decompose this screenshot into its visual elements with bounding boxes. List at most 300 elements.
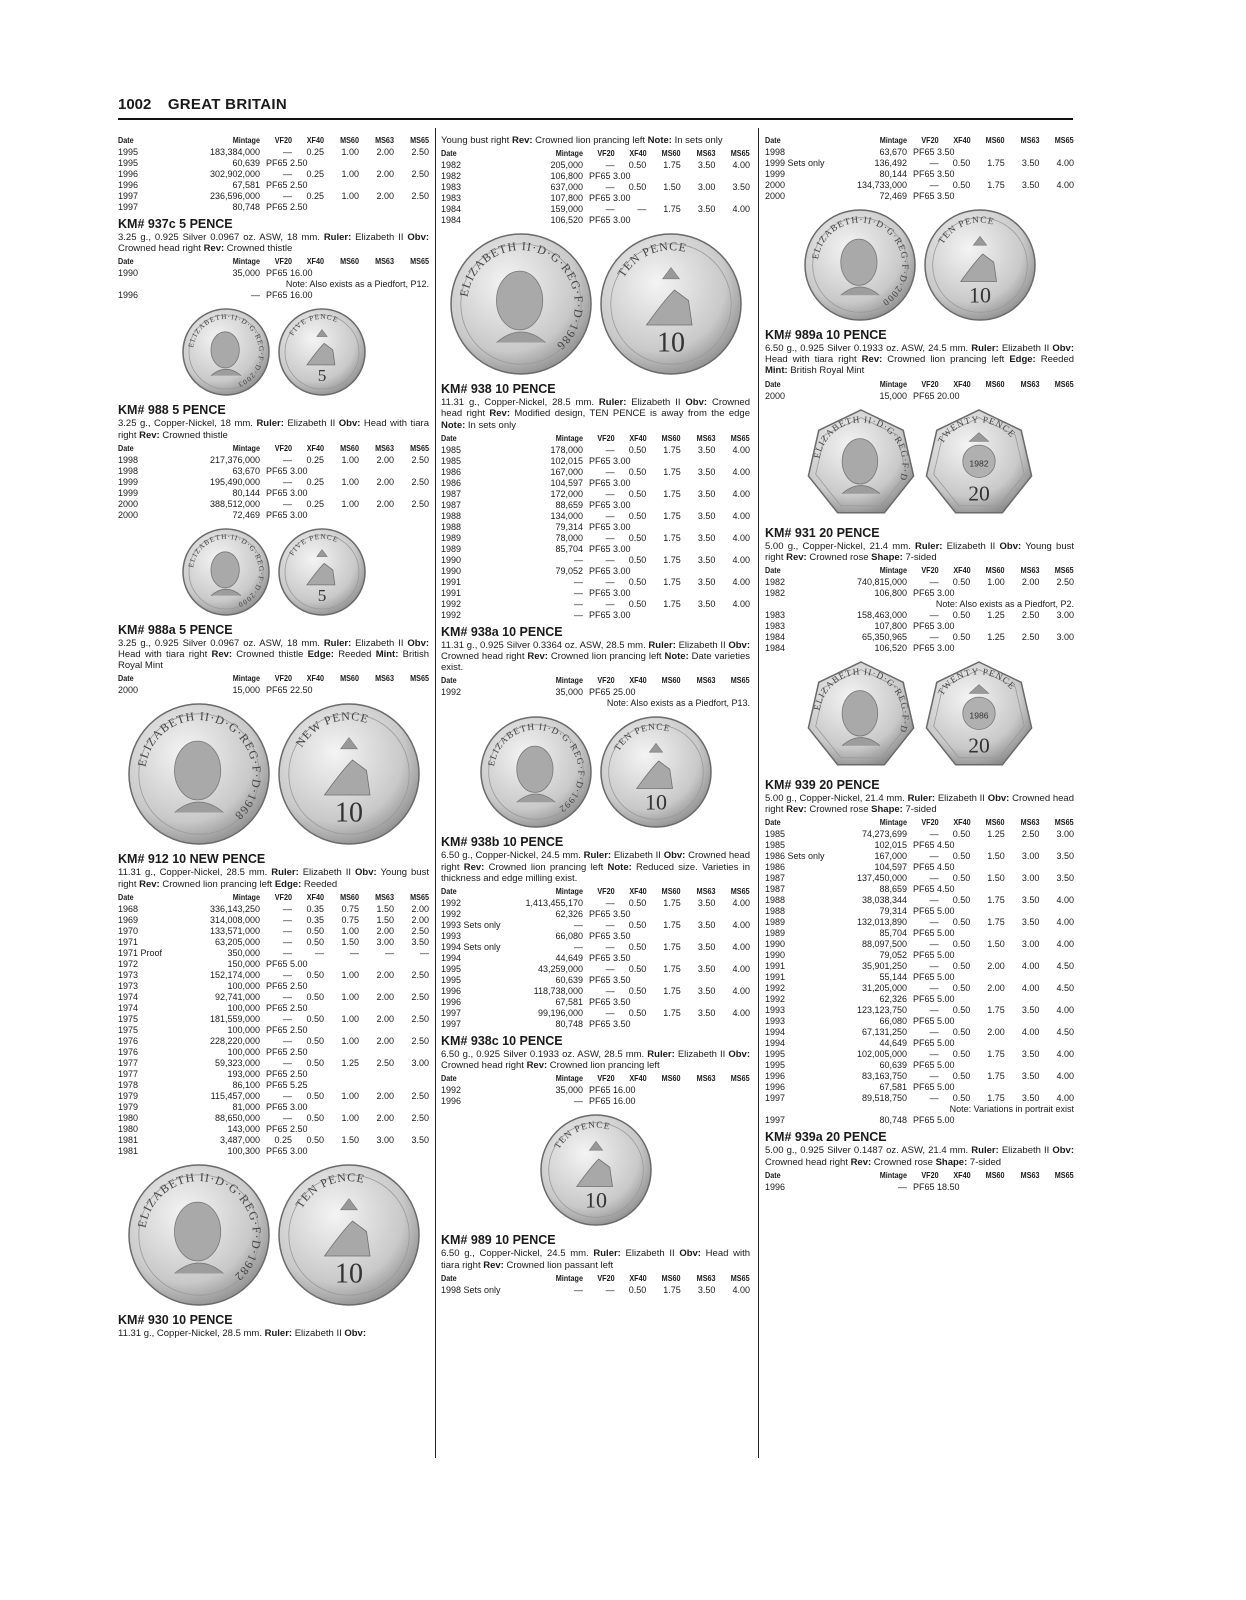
table-row <box>441 555 750 566</box>
field-label: Ruler: <box>256 418 284 430</box>
table-row <box>118 904 429 915</box>
column-header: MS63 <box>696 886 716 897</box>
column-header: MS65 <box>1055 565 1074 576</box>
mintage-table <box>765 379 1074 402</box>
value-cell: 3.50 <box>697 942 716 953</box>
table-row <box>441 942 750 953</box>
table-row <box>118 191 429 202</box>
date-cell: 1996 <box>118 180 139 190</box>
field-label: Rev: <box>203 243 225 255</box>
mintage-cell: 65,350,965 <box>861 632 907 643</box>
value-cell: 3.00 <box>1056 610 1074 621</box>
table-row <box>765 1049 1074 1060</box>
date-cell: 1990 <box>441 554 462 565</box>
table-body <box>118 904 429 1157</box>
value-cell: PF65 3.50 <box>913 169 955 179</box>
coin-reverse-icon <box>923 660 1035 772</box>
field-label: Obv: <box>1052 1145 1074 1157</box>
date-cell: 1989 <box>765 928 786 939</box>
value-cell: PF65 16.00 <box>589 1096 636 1107</box>
value-cell: 0.50 <box>952 180 971 190</box>
entry-description <box>441 850 750 884</box>
mintage-cell: 152,174,000 <box>209 969 260 980</box>
table-row <box>118 981 429 992</box>
field-value: Date varieties exist. <box>441 651 750 674</box>
date-cell: 1985 <box>441 444 462 455</box>
mintage-cell: 86,100 <box>232 1079 260 1090</box>
table-row <box>118 466 429 477</box>
field-label: Rev: <box>139 429 160 441</box>
column-header: MS65 <box>731 148 750 159</box>
value-cell: PF65 16.00 <box>589 1085 636 1096</box>
table-header <box>441 1073 750 1085</box>
table-row <box>118 948 429 959</box>
column-header: VF20 <box>597 675 615 686</box>
date-cell: 1993 <box>441 931 462 942</box>
date-cell: 1994 <box>441 953 462 964</box>
value-cell: 2.00 <box>376 1090 394 1101</box>
portrait-head-icon <box>210 552 238 588</box>
date-cell: 1974 <box>118 1002 139 1013</box>
date-cell: 1984 <box>765 643 786 654</box>
table-row <box>118 1102 429 1113</box>
date-cell: 1990 <box>118 268 139 279</box>
value-cell: 1.00 <box>341 1035 359 1046</box>
column-header: Mintage <box>879 135 907 145</box>
table-row <box>765 851 1074 862</box>
coin-reverse-icon <box>599 232 743 376</box>
value-cell: PF65 2.50 <box>266 1068 308 1079</box>
value-cell: 2.50 <box>411 169 429 179</box>
date-cell: 1994 <box>765 1038 786 1049</box>
field-value: Young bust right <box>765 540 1074 563</box>
table-row <box>118 510 429 521</box>
field-label: Ruler: <box>593 1248 621 1260</box>
column-header: Date <box>765 1169 781 1180</box>
date-cell: 1976 <box>118 1046 139 1057</box>
mintage-cell: 59,323,000 <box>214 1057 260 1068</box>
mintage-cell: 88,097,500 <box>861 939 907 950</box>
column-header: XF40 <box>306 135 324 145</box>
value-cell: — <box>283 191 292 201</box>
value-cell: 1.00 <box>341 969 359 980</box>
value-cell: 1.75 <box>663 554 681 565</box>
date-cell: 1982 <box>765 588 786 599</box>
value-cell: 3.50 <box>1056 873 1074 884</box>
mintage-cell: 740,815,000 <box>856 577 907 588</box>
field-value: Crowned lion prancing left <box>532 135 648 146</box>
value-cell: — <box>929 610 939 621</box>
date-cell: 1998 <box>118 465 139 476</box>
date-cell: 1979 <box>118 1101 139 1112</box>
mintage-cell: 67,131,250 <box>861 1027 907 1038</box>
date-cell: 1973 <box>118 980 139 991</box>
table-header <box>118 443 429 455</box>
entry-title: KM# 938c 10 PENCE <box>441 1034 563 1049</box>
table-row <box>118 268 429 279</box>
value-cell: — <box>605 1284 615 1295</box>
entry-title: KM# 931 20 PENCE <box>765 525 880 540</box>
table-row <box>765 1115 1074 1126</box>
mintage-table <box>118 892 429 1157</box>
table-header <box>765 379 1074 391</box>
field-label: Edge: <box>307 649 334 661</box>
value-cell: 4.50 <box>1056 1027 1074 1038</box>
table-row <box>765 994 1074 1005</box>
column-header: MS63 <box>375 442 394 453</box>
value-cell: 0.50 <box>952 829 971 840</box>
table-row <box>765 928 1074 939</box>
value-cell: 3.00 <box>1021 851 1040 862</box>
table-body <box>441 898 750 1030</box>
column-header: MS65 <box>731 432 750 443</box>
table-row <box>765 884 1074 895</box>
table-row <box>441 920 750 931</box>
value-cell: 0.50 <box>952 917 971 928</box>
field-label: Obv: <box>355 867 377 879</box>
table-row <box>441 500 750 511</box>
value-cell: — <box>605 964 615 975</box>
value-cell: 4.00 <box>732 986 750 997</box>
table-header <box>765 135 1074 147</box>
table-row <box>118 970 429 981</box>
mintage-cell: 63,670 <box>879 147 907 157</box>
field-value: Crowned head right <box>118 243 204 255</box>
value-cell: — <box>929 939 939 950</box>
column-divider-2 <box>758 128 759 1458</box>
value-cell: 0.50 <box>306 1057 324 1068</box>
field-label: Obv: <box>407 637 430 649</box>
mintage-cell: 137,450,000 <box>856 873 907 884</box>
mintage-cell: 107,800 <box>550 193 583 204</box>
value-cell: PF65 3.50 <box>589 909 631 920</box>
mintage-cell: 62,326 <box>879 994 907 1005</box>
table-row <box>765 1005 1074 1016</box>
column-header: MS63 <box>696 1272 716 1283</box>
value-cell: — <box>283 169 292 179</box>
date-cell: 1982 <box>441 160 462 171</box>
table-row <box>765 1027 1074 1038</box>
table-row <box>118 1113 429 1124</box>
table-row <box>441 489 750 500</box>
field-value: Crowned rose <box>871 1156 936 1168</box>
value-cell: 4.00 <box>1056 1071 1074 1082</box>
coin-obverse-icon <box>805 408 917 520</box>
mintage-table <box>765 135 1074 202</box>
mintage-cell: 107,800 <box>874 621 907 632</box>
coin-obverse <box>449 232 593 376</box>
value-cell: 2.50 <box>411 1112 429 1123</box>
date-cell: 1974 <box>118 991 139 1002</box>
value-cell: 3.50 <box>697 510 716 521</box>
mintage-cell: 183,384,000 <box>209 147 260 157</box>
mintage-table <box>441 1073 750 1107</box>
column-header: XF40 <box>628 1073 647 1084</box>
column-header: VF20 <box>597 148 615 159</box>
value-cell: 0.50 <box>952 983 971 994</box>
field-value: Elizabeth II <box>292 1327 345 1339</box>
catalog-entry <box>441 835 750 1030</box>
value-cell: 3.50 <box>1021 1093 1040 1104</box>
value-cell: 1.00 <box>341 147 359 157</box>
coin-denomination: 10 <box>656 327 685 359</box>
table-header <box>441 433 750 445</box>
table-row <box>441 533 750 544</box>
coin-obverse-icon <box>805 660 917 772</box>
page-number: 1002 <box>118 96 152 113</box>
entry-description <box>765 1145 1074 1167</box>
mintage-table <box>441 433 750 621</box>
date-cell: 1987 <box>441 488 462 499</box>
table-body <box>765 147 1074 202</box>
table-header <box>441 148 750 160</box>
entry-description <box>118 867 429 889</box>
mintage-table <box>765 817 1074 1126</box>
date-cell: 2000 <box>765 180 786 190</box>
table-row <box>441 456 750 467</box>
value-cell: 0.25 <box>306 498 324 509</box>
value-cell: 3.00 <box>1056 829 1074 840</box>
value-cell: 2.00 <box>1021 577 1040 588</box>
mintage-cell: 92,741,000 <box>214 991 260 1002</box>
coin-legend: ELIZABETH II·D·G·REG·F·D·1992 <box>486 722 585 815</box>
value-cell: 1.00 <box>341 169 359 179</box>
value-cell: — <box>420 947 429 958</box>
value-cell: — <box>929 158 939 168</box>
field-label: Rev: <box>526 1060 548 1072</box>
table-row <box>118 279 429 290</box>
field-label: Ruler: <box>271 867 299 879</box>
value-cell: 3.50 <box>1056 851 1074 862</box>
column-header: VF20 <box>274 891 292 902</box>
date-cell: 1991 <box>765 972 786 983</box>
value-cell: 0.50 <box>628 898 647 909</box>
table-row <box>765 147 1074 158</box>
value-cell: 3.00 <box>376 936 394 947</box>
date-cell: 1986 Sets only <box>765 851 825 862</box>
coin-reverse-icon <box>277 307 367 397</box>
value-cell: 3.50 <box>697 160 716 171</box>
coin-obverse <box>181 527 271 617</box>
coin-legend: TEN PENCE <box>612 722 671 754</box>
column-header: MS60 <box>340 256 359 267</box>
column-header: MS63 <box>696 148 716 159</box>
table-row <box>441 953 750 964</box>
field-value: 7-sided <box>902 551 937 563</box>
date-cell: 1991 <box>441 587 462 598</box>
portrait-head-icon <box>174 1202 220 1261</box>
value-cell: 3.50 <box>411 936 429 947</box>
value-cell: 2.50 <box>376 1057 394 1068</box>
column-header: Date <box>441 1272 457 1283</box>
column-header: MS63 <box>696 432 716 443</box>
table-body <box>441 160 750 226</box>
value-cell: — <box>283 1035 292 1046</box>
column-header: VF20 <box>921 565 939 576</box>
portrait-head-icon <box>210 332 238 368</box>
mintage-cell: 388,512,000 <box>209 498 260 509</box>
value-cell: PF65 5.00 <box>913 928 955 939</box>
table-row <box>441 909 750 920</box>
value-cell: 2.50 <box>411 454 429 465</box>
table-row <box>441 1019 750 1030</box>
field-value: Crowned thistle <box>159 429 228 441</box>
value-cell: — <box>929 873 939 884</box>
portrait-head-icon <box>842 438 878 483</box>
coin-year: 1982 <box>968 458 989 469</box>
value-cell: PF65 18.50 <box>913 1181 960 1192</box>
table-header <box>118 673 429 685</box>
column-header: MS60 <box>985 135 1005 145</box>
field-label: Rev: <box>786 551 807 563</box>
value-cell: PF65 3.50 <box>913 147 955 157</box>
field-value: Crowned head right <box>441 1060 527 1072</box>
table-row <box>441 1096 750 1107</box>
value-cell: 0.50 <box>628 942 647 953</box>
column-header: MS65 <box>731 675 750 686</box>
country-heading: GREAT BRITAIN <box>167 96 287 113</box>
table-header-row <box>441 433 750 445</box>
portrait-head-icon <box>516 747 552 793</box>
column-header: XF40 <box>628 675 647 686</box>
value-cell: 3.50 <box>1021 895 1040 906</box>
value-cell: 2.00 <box>376 991 394 1002</box>
coin-denomination: 5 <box>317 366 326 386</box>
table-row <box>765 983 1074 994</box>
value-cell: 3.50 <box>697 488 716 499</box>
mintage-cell: 100,000 <box>227 980 260 991</box>
coin-obverse-icon <box>127 1163 271 1307</box>
coin-obverse <box>127 702 271 846</box>
value-cell: 2.00 <box>376 925 394 936</box>
column-header: Mintage <box>232 256 260 267</box>
table-row <box>118 290 429 301</box>
value-cell: 4.00 <box>732 444 750 455</box>
mintage-cell: 228,220,000 <box>209 1035 260 1046</box>
field-value: Elizabeth II <box>611 850 664 862</box>
field-value: Elizabeth II <box>942 540 1000 552</box>
date-cell: 1987 <box>765 873 786 884</box>
mintage-cell: — <box>574 576 583 587</box>
column-header: MS65 <box>410 673 429 684</box>
entry-title: KM# 989 10 PENCE <box>441 1233 556 1248</box>
table-row <box>765 1060 1074 1071</box>
mintage-cell: 236,596,000 <box>209 191 260 201</box>
date-cell: 1997 <box>118 191 139 201</box>
mintage-cell: 134,733,000 <box>856 180 907 190</box>
value-cell: 2.50 <box>411 147 429 157</box>
value-cell: 3.50 <box>697 554 716 565</box>
value-cell: 1.75 <box>663 942 681 953</box>
column-header: MS60 <box>661 886 681 897</box>
column-header: MS60 <box>661 1272 681 1283</box>
note-text: Note: Also exists as a Piedfort, P13. <box>606 698 750 709</box>
mintage-cell: — <box>574 1096 583 1107</box>
date-cell: 1996 <box>441 1096 462 1107</box>
value-cell: 3.50 <box>732 182 750 193</box>
value-cell: 4.00 <box>732 1008 750 1019</box>
field-value: Head with tiara right <box>441 1248 750 1271</box>
field-value: 5.00 g., Copper-Nickel, 21.4 mm. <box>765 540 915 552</box>
value-cell: 3.50 <box>697 532 716 543</box>
value-cell: 0.50 <box>628 920 647 931</box>
table-row <box>118 915 429 926</box>
date-cell: 1999 Sets only <box>765 158 825 168</box>
column-header: MS65 <box>731 1272 750 1283</box>
table-header-row <box>765 135 1074 147</box>
date-cell: 1973 <box>118 969 139 980</box>
field-label: Note: <box>607 861 632 873</box>
value-cell: 1.75 <box>987 1049 1005 1060</box>
date-cell: 1996 <box>765 1082 786 1093</box>
value-cell: 0.25 <box>306 191 324 201</box>
value-cell: — <box>315 947 324 958</box>
value-cell: 1.50 <box>341 936 359 947</box>
mintage-cell: 60,639 <box>555 975 583 986</box>
mintage-table <box>441 1273 750 1296</box>
coin-legend: TEN PENCE <box>613 239 688 280</box>
date-cell: 1979 <box>118 1090 139 1101</box>
date-cell: 1999 <box>118 487 139 498</box>
coin-legend: TEN PENCE <box>291 1169 366 1211</box>
mintage-cell: 38,038,344 <box>861 895 907 906</box>
table-row <box>441 478 750 489</box>
mintage-cell: 314,008,000 <box>209 914 260 925</box>
table-header-row <box>765 565 1074 577</box>
field-value: Modified design, TEN PENCE is away from the edge <box>510 408 750 420</box>
value-cell: PF65 4.50 <box>913 884 955 895</box>
value-cell: 0.50 <box>628 488 647 499</box>
field-value: Elizabeth II <box>935 793 988 805</box>
value-cell: — <box>929 1071 939 1082</box>
table-row <box>765 643 1074 654</box>
value-cell: 1.75 <box>987 1071 1005 1082</box>
value-cell: PF65 5.00 <box>266 958 308 969</box>
value-cell: 3.50 <box>697 964 716 975</box>
value-cell: 3.50 <box>411 1134 429 1145</box>
coin-legend: ELIZABETH·II·D·G·REG·F·D·2003 <box>185 312 266 391</box>
field-label: Obv: <box>679 1248 701 1260</box>
column-header: Mintage <box>232 135 260 145</box>
field-label: Rev: <box>861 354 883 366</box>
coin-denomination: 10 <box>334 798 363 830</box>
field-label: Ruler: <box>598 397 627 409</box>
value-cell: — <box>283 1112 292 1123</box>
table-row <box>765 158 1074 169</box>
mintage-cell: — <box>574 598 583 609</box>
value-cell: — <box>283 1013 292 1024</box>
coin-legend: ELIZABETH II·D·G·REG·F·D·1982 <box>134 1169 264 1285</box>
value-cell: PF65 3.00 <box>589 521 631 532</box>
table-row <box>118 1124 429 1135</box>
entry-description <box>765 541 1074 563</box>
value-cell: 4.00 <box>732 488 750 499</box>
table-body <box>441 1085 750 1107</box>
field-label: Obv: <box>1052 343 1074 354</box>
table-row <box>765 939 1074 950</box>
field-value: Crowned thistle <box>232 649 308 661</box>
value-cell: 4.00 <box>1056 1093 1074 1104</box>
date-cell: 1992 <box>441 1085 462 1096</box>
coin-images <box>765 408 1074 520</box>
value-cell: 1.75 <box>987 895 1005 906</box>
column-header: MS60 <box>340 135 359 145</box>
date-cell: 1994 Sets only <box>441 942 501 953</box>
value-cell: — <box>929 1005 939 1016</box>
column-header: MS63 <box>1020 565 1040 576</box>
value-cell: 3.50 <box>1021 1049 1040 1060</box>
column-header: XF40 <box>628 432 647 443</box>
